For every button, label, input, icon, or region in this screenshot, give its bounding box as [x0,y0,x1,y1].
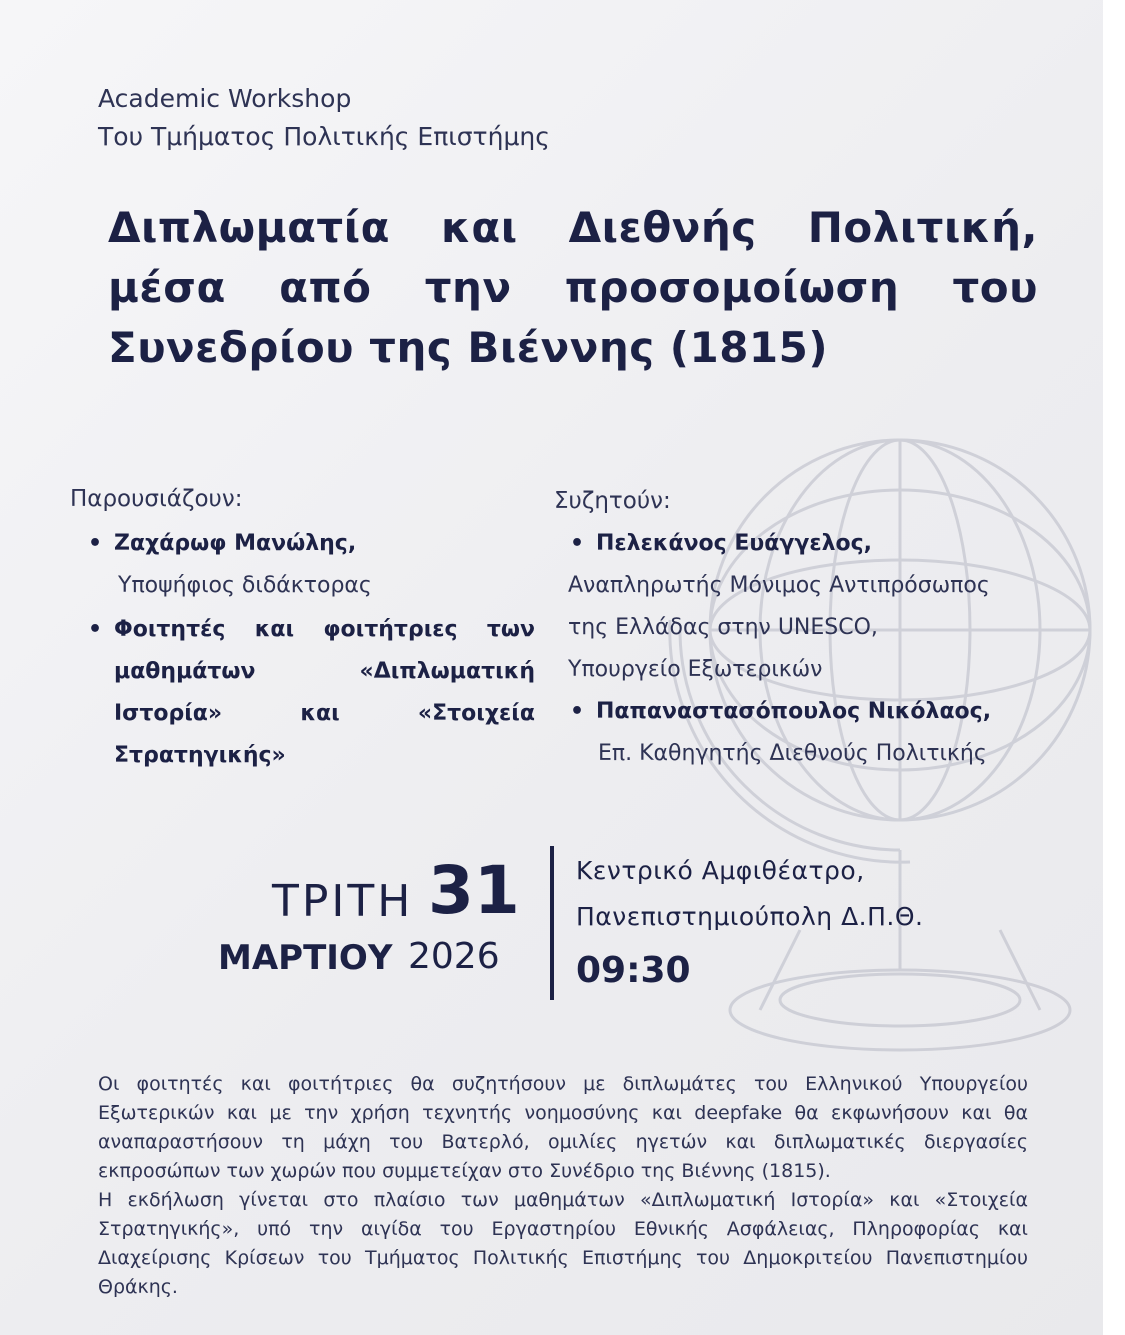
event-description [98,1070,1028,1302]
event-month: ΜΑΡΤΙΟΥ [218,938,393,978]
kicker-line-2: Του Τμήματος Πολιτικής Επιστήμης [98,122,550,151]
header-kicker [98,80,550,156]
bullet-icon: • [570,531,585,556]
title-line-2: μέσα από την προσομοίωση του [108,263,1038,312]
bullet-icon: • [88,617,103,642]
presenter-item-2-line-3: Ιστορία» και «Στοιχεία [114,701,535,726]
discussant-name-1: Πελεκάνος Ευάγγελος, [596,531,873,556]
event-time: 09:30 [576,950,691,991]
presenter-item-1 [88,523,356,565]
discussant-role-1-line-3: Υπουργείο Εξωτερικών [568,657,823,682]
presenter-item-2-line-1: Φοιτητές και φοιτήτριες των [114,617,535,642]
event-year: 2026 [408,936,500,977]
kicker-line-1: Academic Workshop [98,84,352,113]
presenters-heading: Παρουσιάζουν: [70,486,243,512]
discussant-item-2 [570,691,991,733]
presenter-item-2-line-2: μαθημάτων «Διπλωματική [114,659,535,684]
divider [550,846,554,1000]
presenter-role-1: Υποψήφιος διδάκτορας [118,573,372,598]
bullet-icon: • [88,531,103,556]
title-line-3: Συνεδρίου της Βιέννης (1815) [108,323,829,372]
discussant-role-1-line-1: Αναπληρωτής Μόνιμος Αντιπρόσωπος [568,573,990,598]
description-paragraph-1: Οι φοιτητές και φοιτήτριες θα συζητήσουν με διπλωμάτες του Ελληνικού Υπουργείου Εξωτερικών και με την χρήση τεχνητής νοημοσύνης και deepfake θα εκφωνήσουν και θα αναπαραστήσουν τη μάχη του Βατερλό, ομιλίες ηγετών και διπλωματικές διεργασίες εκπροσώπων των χωρών που συμμετείχαν στο Συνέδριο της Βιέννης (1815). [98,1073,1028,1182]
venue-line-1: Κεντρικό Αμφιθέατρο, [576,856,865,885]
presenter-name-1: Ζαχάρωφ Μανώλης, [114,531,357,556]
title-line-1: Διπλωματία και Διεθνής Πολιτική, [108,203,1038,252]
page-edge [1103,0,1125,1335]
page-title [108,198,1038,378]
discussant-role-1-line-2: της Ελλάδας στην UNESCO, [568,615,878,640]
event-day-number: 31 [428,852,520,929]
event-day-name: ΤΡΙΤΗ [272,876,414,927]
description-paragraph-2: Η εκδήλωση γίνεται στο πλαίσιο των μαθημάτων «Διπλωματική Ιστορία» και «Στοιχεία Στρατηγικής», υπό την αιγίδα του Εργαστηρίου Εθνικής Ασφάλειας, Πληροφορίας και Διαχείρισης Κρίσεων του Τμήματος Πολιτικής Επιστήμης του Δημοκριτείου Πανεπιστημίου Θράκης. [98,1189,1028,1298]
bullet-icon: • [570,699,585,724]
venue-line-2: Πανεπιστημιούπολη Δ.Π.Θ. [576,902,924,931]
discussant-name-2: Παπαναστασόπουλος Νικόλαος, [596,699,992,724]
presenter-item-2-line-4: Στρατηγικής» [114,743,286,768]
discussant-item-1 [570,523,872,565]
discussant-role-2: Επ. Καθηγητής Διεθνούς Πολιτικής [598,741,987,766]
discussants-heading: Συζητούν: [554,488,671,514]
